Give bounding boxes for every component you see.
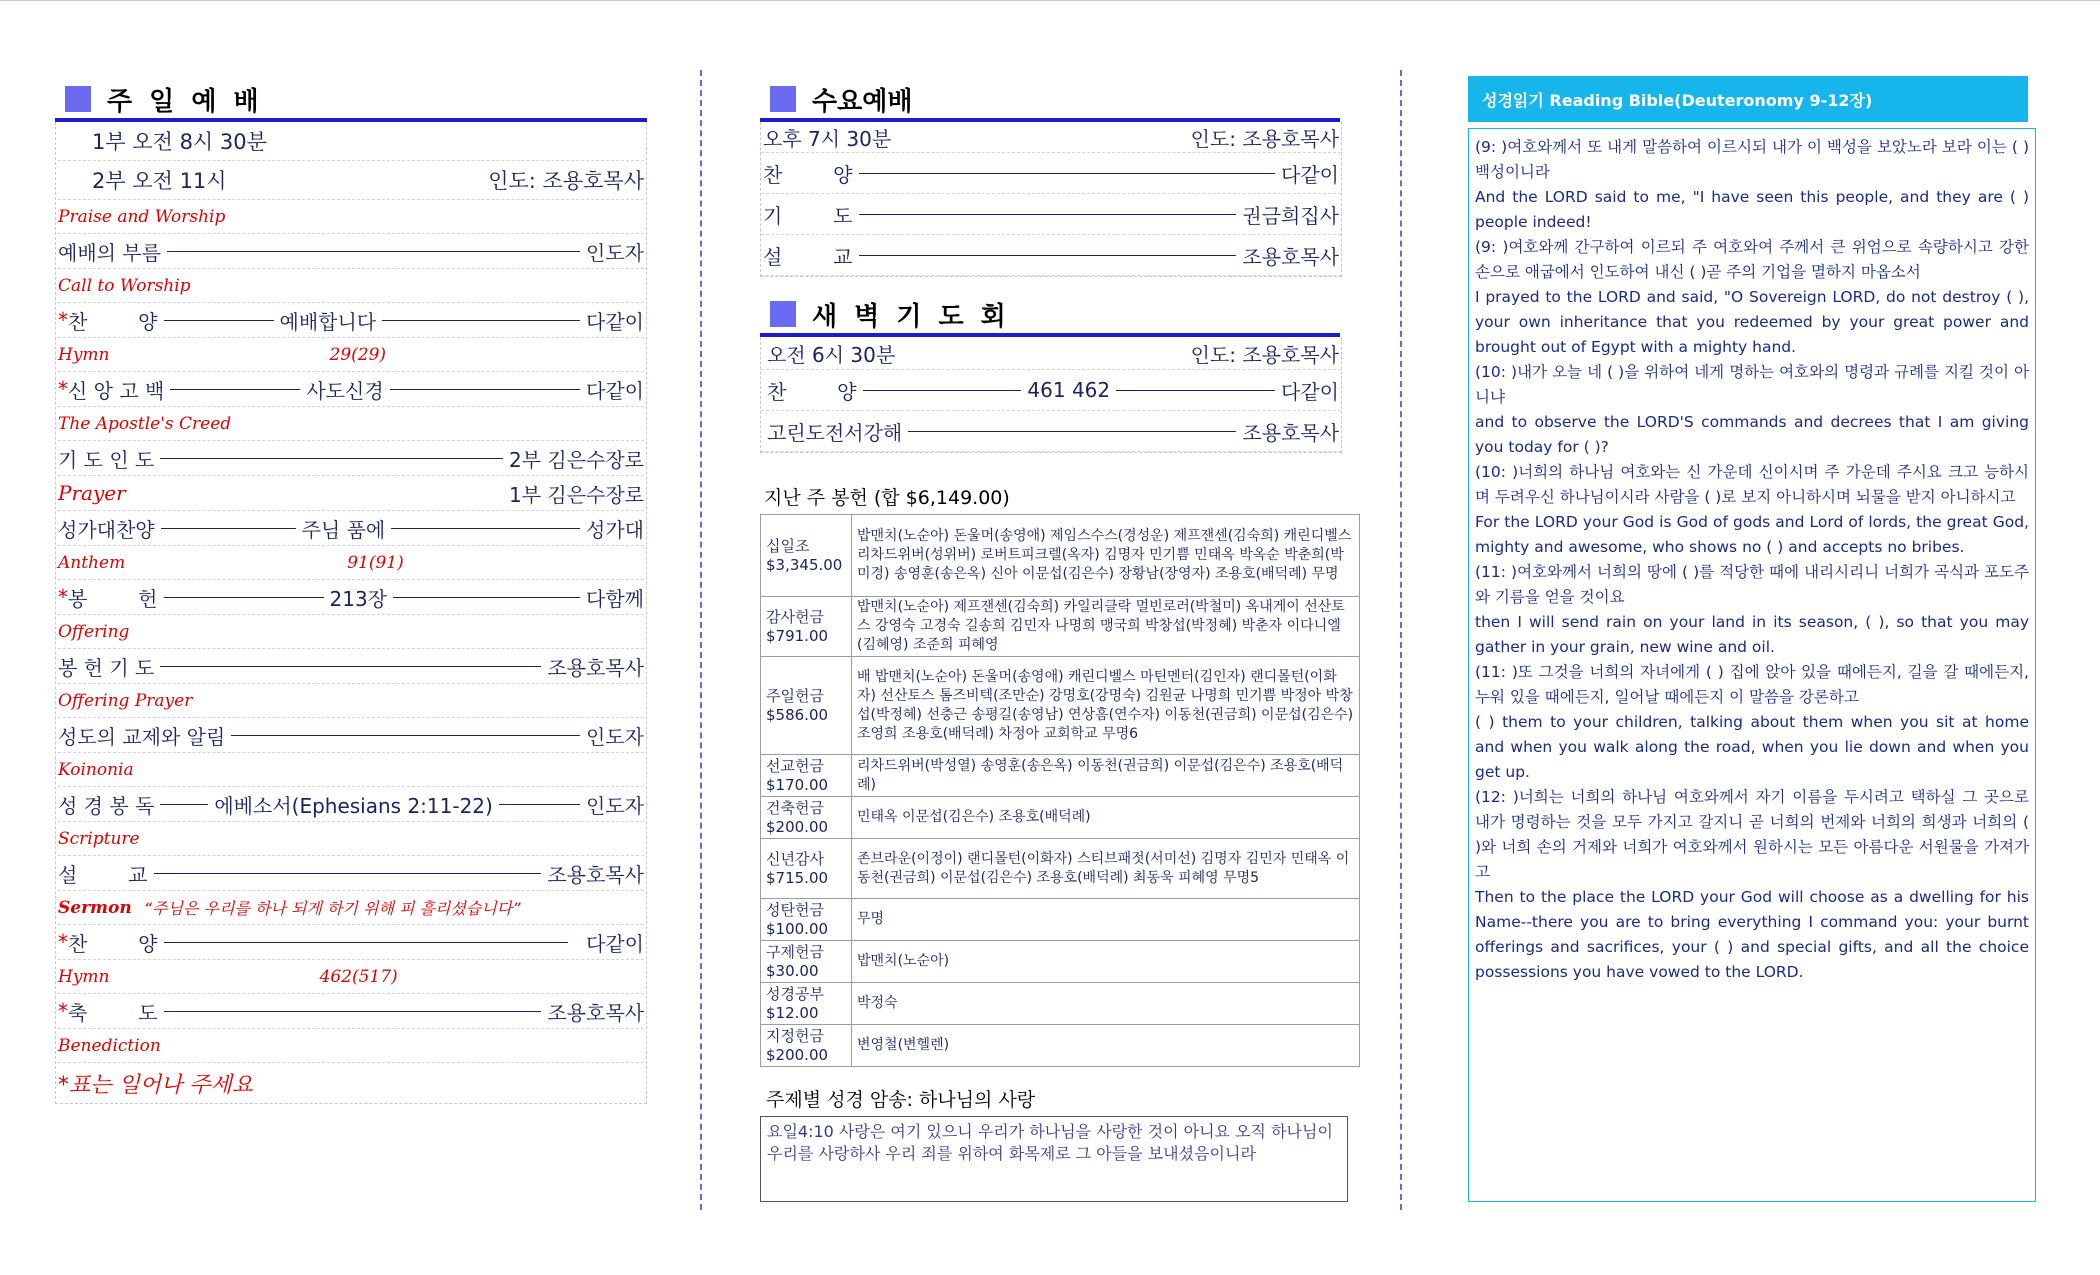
standing-mark: * xyxy=(58,930,68,954)
wednesday-prayer-ko: 기 도 xyxy=(763,203,853,228)
offering-ko: 봉 헌 xyxy=(68,586,158,611)
leader-line xyxy=(859,214,1237,215)
reading-paragraph: and to observe the LORD'S commands and decrees that I am giving you today for ( )? xyxy=(1475,413,2029,456)
offering-category: 감사헌금 xyxy=(766,607,824,626)
offprayer-row xyxy=(58,649,644,684)
offprayer-ko: 봉 헌 기 도 xyxy=(58,655,155,680)
offprayer-en-row xyxy=(58,684,644,718)
leader-line xyxy=(164,942,569,943)
prayer-right: 2부 김은수장로 xyxy=(508,447,644,472)
square-icon xyxy=(770,301,796,327)
offering-category-cell xyxy=(761,941,852,983)
hymn1-en-row xyxy=(58,338,644,372)
reading-paragraph: (10: )내가 오늘 네 ( )을 위하여 네게 명하는 여호와의 명령과 규례를 지킬 것이 아니냐 xyxy=(1475,363,2029,406)
offering-title: 지난 주 봉헌 (합 $6,149.00) xyxy=(764,487,1010,509)
wednesday-hymn-ko: 찬 양 xyxy=(763,162,853,187)
sermon-row xyxy=(58,856,644,891)
reading-paragraph: (9: )여호와께서 또 내게 말씀하여 이르시되 내가 이 백성을 보았노라 보라 이는 ( ) 백성이니라 xyxy=(1475,138,2029,181)
memorize-title: 주제별 성경 암송: 하나님의 사랑 xyxy=(766,1089,1036,1111)
offering-amount: $715.00 xyxy=(766,868,829,887)
leader-line xyxy=(908,431,1236,432)
offering-row xyxy=(761,797,1360,839)
reading-paragraph: And the LORD said to me, "I have seen this people, and they are ( ) people indeed! xyxy=(1475,188,2029,231)
call-right: 인도자 xyxy=(586,240,644,265)
offering-names: 민태옥 이문섭(김은수) 조용호(배덕례) xyxy=(852,797,1360,839)
bene-ko: 축 도 xyxy=(68,1000,158,1025)
leader-line xyxy=(390,389,580,390)
koinonia-en: Koinonia xyxy=(58,759,134,780)
hymn1-en: Hymn xyxy=(58,344,110,365)
offering-amount: $100.00 xyxy=(766,919,829,938)
leader-line xyxy=(382,320,580,321)
offering-row xyxy=(761,839,1360,899)
offering-names: 밥맨치(노순아) xyxy=(852,941,1360,983)
dawn-time: 오전 6시 30분 xyxy=(767,342,896,367)
offering-category-cell xyxy=(761,983,852,1025)
offering-category-cell xyxy=(761,839,852,899)
offering-category: 성경공부 xyxy=(766,984,824,1003)
wednesday-sermon-row xyxy=(761,235,1341,276)
call-en: Call to Worship xyxy=(58,275,191,296)
hymn2-right: 다같이 xyxy=(586,931,644,956)
leader-line xyxy=(161,528,296,529)
anthem-number: 91(91) xyxy=(347,552,404,573)
wednesday-title: 수요예배 xyxy=(812,86,913,117)
wednesday-time-row xyxy=(761,122,1341,153)
dawn-order xyxy=(760,337,1342,453)
leader-line xyxy=(231,735,580,736)
offering-names: 존브라운(이정이) 랜디몰턴(이화자) 스티브패젓(서미선) 김명자 김민자 민태옥 이동천(권금희) 이문섭(김은수) 조용호(배덕례) 최동욱 피혜영 무명5 xyxy=(852,839,1360,899)
reading-paragraph: For the LORD your God is God of gods and Lord of lords, the great God, mighty and awesome, who shows no ( ) and accepts no bribes. xyxy=(1475,513,2029,556)
sunday-worship-section xyxy=(55,80,647,1104)
sermon-title: “주님은 우리를 하나 되게 하기 위해 피 흘리셨습니다” xyxy=(143,899,521,918)
standing-mark: * xyxy=(58,377,68,401)
anthem-right: 성가대 xyxy=(586,517,644,542)
offering-amount: $30.00 xyxy=(766,961,819,980)
prayer-right2: 1부 김은수장로 xyxy=(508,482,644,507)
reading-title: 성경읽기 Reading Bible(Deuteronomy 9-12장) xyxy=(1468,76,2028,122)
reading-paragraph: Then to the place the LORD your God will choose as a dwelling for his Name--there you are to bring everything I command you: your burnt offerings and sacrifices, your ( ) and special gifts, and all the choice possessions you have vowed to the LORD. xyxy=(1475,888,2029,981)
memorize-box xyxy=(760,1116,1348,1202)
koinonia-right: 인도자 xyxy=(586,724,644,749)
leader-line xyxy=(391,528,580,529)
koinonia-en-row xyxy=(58,753,644,787)
hymn2-en-row xyxy=(58,960,644,994)
offering-mid: 213장 xyxy=(329,586,387,611)
koinonia-row xyxy=(58,718,644,753)
service2-time: 2부 오전 11시 xyxy=(92,169,227,193)
offering-category-cell xyxy=(761,755,852,797)
offering-row xyxy=(761,941,1360,983)
bene-right: 조용호목사 xyxy=(547,1000,644,1025)
column-divider xyxy=(700,70,702,1210)
reading-paragraph: (10: )너희의 하나님 여호와는 신 가운데 신이시며 주 가운데 주시요 크고 능하시며 두려우신 하나님이시라 사람을 ( )로 보지 아니하시며 뇌물을 받지 아니하시고 xyxy=(1475,463,2029,506)
offering-en-row xyxy=(58,615,644,649)
dawn-hymn-row xyxy=(761,370,1341,411)
leader-line xyxy=(164,597,324,598)
reading-paragraph: (9: )여호와께 간구하여 이르되 주 여호와여 주께서 큰 위엄으로 속량하시고 강한 손으로 애굽에서 인도하여 내신 ( )곧 주의 기업을 멸하지 마옵소서 xyxy=(1475,238,2029,281)
offering-names: 밥맨치(노순아) 제프잰센(김숙희) 카일리클락 멀빈로러(박철미) 옥내게이 선산토스 강영숙 고경숙 길송희 김민자 나명희 맹국희 박창섭(박정혜) 박춘자 이다니엘(김혜영) 조준희 피혜영 xyxy=(852,597,1360,657)
anthem-mid: 주님 품에 xyxy=(301,517,386,542)
memorize-text: 요일4:10 사랑은 여기 있으니 우리가 하나님을 사랑한 것이 아니요 오직 하나님이 우리를 사랑하사 우리 죄를 위하여 화목제로 그 아들을 보내셨음이니라 xyxy=(767,1122,1333,1163)
leader-line xyxy=(393,597,580,598)
call-en-row xyxy=(58,269,644,303)
dawn-hymn-right: 다같이 xyxy=(1281,379,1339,404)
hymn2-en: Hymn xyxy=(58,966,110,987)
scripture-en-row xyxy=(58,822,644,856)
bene-row xyxy=(58,994,644,1029)
anthem-row xyxy=(58,511,644,546)
offering-category: 십일조 xyxy=(766,536,810,555)
offering-names: 박정숙 xyxy=(852,983,1360,1025)
offering-row xyxy=(761,983,1360,1025)
wednesday-order xyxy=(760,122,1342,277)
leader-line xyxy=(499,804,580,805)
service2-row xyxy=(58,161,644,200)
creed-en-row xyxy=(58,407,644,441)
dawn-lecture-right: 조용호목사 xyxy=(1242,420,1339,445)
scripture-en: Scripture xyxy=(58,828,140,849)
offering-category-cell xyxy=(761,657,852,755)
sunday-title: 주 일 예 배 xyxy=(107,86,263,117)
leader-line xyxy=(863,390,1022,391)
offering-category: 지정헌금 xyxy=(766,1026,824,1045)
wednesday-hymn-row xyxy=(761,153,1341,194)
sermon-en: Sermon xyxy=(58,897,132,918)
offering-row xyxy=(761,657,1360,755)
standing-mark: * xyxy=(58,308,68,332)
call-ko: 예배의 부름 xyxy=(58,240,161,265)
reading-paragraph: then I will send rain on your land in its season, ( ), so that you may gather in your grain, new wine and oil. xyxy=(1475,613,2029,656)
scripture-right: 인도자 xyxy=(586,793,644,818)
leader-line xyxy=(160,458,503,459)
offering-category: 선교헌금 xyxy=(766,756,824,775)
koinonia-ko: 성도의 교제와 알림 xyxy=(58,724,226,749)
bene-en: Benediction xyxy=(58,1035,161,1056)
offering-category: 구제헌금 xyxy=(766,942,824,961)
reading-paragraph: (11: )여호와께서 너희의 땅에 ( )를 적당한 때에 내리시리니 너희가 곡식과 포도주와 기름을 얻을 것이요 xyxy=(1475,563,2029,606)
service1-row xyxy=(58,122,644,161)
scripture-mid: 에베소서(Ephesians 2:11-22) xyxy=(214,793,493,818)
offering-category-cell xyxy=(761,515,852,597)
offering-amount: $12.00 xyxy=(766,1003,819,1022)
dawn-time-row xyxy=(761,337,1341,370)
offering-row xyxy=(761,1025,1360,1067)
offering-amount: $200.00 xyxy=(766,1045,829,1064)
bene-en-row xyxy=(58,1029,644,1063)
creed-mid: 사도신경 xyxy=(306,378,384,403)
offering-category-cell xyxy=(761,899,852,941)
creed-row xyxy=(58,372,644,407)
standing-note xyxy=(58,1063,644,1103)
prayer-en-row xyxy=(58,476,644,511)
offering-row xyxy=(761,597,1360,657)
offering-amount: $170.00 xyxy=(766,775,829,794)
wednesday-sermon-ko: 설 교 xyxy=(763,244,853,269)
dawn-hymn-mid: 461 462 xyxy=(1027,378,1111,402)
offering-category: 주일헌금 xyxy=(766,686,824,705)
offering-names: 리차드위버(박성열) 송영훈(송은옥) 이동천(권금희) 이문섭(김은수) 조용호(배덕례) xyxy=(852,755,1360,797)
leader-line xyxy=(859,255,1237,256)
praise-en: Praise and Worship xyxy=(58,206,226,227)
offering-names: 배 밥맨치(노순아) 돈울머(송영애) 캐린디벨스 마틴멘터(김인자) 랜디몰턴(이화자) 선산토스 톰즈비텍(조만순) 강명호(강명숙) 김원균 나명희 민기쁨 박정아 박창섭(박정혜) 선충근 송평길(송영남) 연상흠(연수자) 이동천(권금희) 이문섭(김은수) 조영희 조용호(배덕례) 차정아 교회학교 무명6 xyxy=(852,657,1360,755)
offering-category: 신년감사 xyxy=(766,849,824,868)
anthem-en: Anthem xyxy=(58,552,126,573)
offering-row xyxy=(761,515,1360,597)
offering-names: 무명 xyxy=(852,899,1360,941)
sermon-ko: 설 교 xyxy=(58,862,148,887)
offering-category: 성탄헌금 xyxy=(766,900,824,919)
offering-category-cell xyxy=(761,597,852,657)
leader-line xyxy=(859,173,1276,174)
column-divider xyxy=(1400,70,1402,1210)
sunday-order xyxy=(55,122,647,1104)
wednesday-prayer-row xyxy=(761,194,1341,235)
praise-row xyxy=(58,200,644,234)
leader-line xyxy=(170,389,300,390)
scripture-ko: 성 경 봉 독 xyxy=(58,793,155,818)
service1-time: 1부 오전 8시 30분 xyxy=(92,130,267,154)
reading-paragraph: I prayed to the LORD and said, "O Sovereign LORD, do not destroy ( ), your own inheritance that you redeemed by your great power and brought out of Egypt with a mighty hand. xyxy=(1475,288,2029,356)
service2-leader: 인도: 조용호목사 xyxy=(488,169,644,193)
reading-paragraph: ( ) them to your children, talking about them when you sit at home and when you walk along the road, when you lie down and when you get up. xyxy=(1475,713,2029,781)
offering-row xyxy=(761,899,1360,941)
offering-category: 건축헌금 xyxy=(766,798,824,817)
standing-mark: * xyxy=(58,999,68,1023)
wednesday-sermon-right: 조용호목사 xyxy=(1242,244,1339,269)
leader-line xyxy=(154,873,542,874)
offering-en: Offering xyxy=(58,621,130,642)
prayer-ko: 기 도 인 도 xyxy=(58,447,155,472)
offering-amount: $791.00 xyxy=(766,626,829,645)
call-row xyxy=(58,234,644,269)
creed-ko: 신 앙 고 백 xyxy=(68,378,165,403)
creed-en: The Apostle's Creed xyxy=(58,413,232,434)
offering-amount: $200.00 xyxy=(766,817,829,836)
scripture-row xyxy=(58,787,644,822)
wednesday-header xyxy=(760,80,1340,122)
hymn1-number: 29(29) xyxy=(329,344,387,365)
reading-box xyxy=(1468,128,2036,1202)
wednesday-hymn-right: 다같이 xyxy=(1281,162,1339,187)
dawn-leader: 인도: 조용호목사 xyxy=(1190,342,1339,367)
square-icon xyxy=(65,86,91,112)
hymn1-ko: 찬 양 xyxy=(68,309,158,334)
offering-row xyxy=(761,755,1360,797)
wednesday-prayer-right: 권금희집사 xyxy=(1242,203,1339,228)
leader-line xyxy=(160,804,208,805)
offering-table xyxy=(760,514,1360,1067)
anthem-en-row xyxy=(58,546,644,580)
dawn-header xyxy=(760,295,1340,337)
offering-category-cell xyxy=(761,1025,852,1067)
wednesday-time: 오후 7시 30분 xyxy=(763,126,892,151)
leader-line xyxy=(1116,390,1275,391)
offering-names: 밥맨치(노순아) 돈울머(송영애) 제임스수스(경성운) 제프잰센(김숙희) 캐린디벨스 리차드위버(성위버) 로버트피크렐(옥자) 김명자 민기쁨 민태옥 박옥순 박춘희(박미경) 송영훈(송은옥) 신아 이문섭(김은수) 장황남(장영자) 조용호(배덕례) 무명 xyxy=(852,515,1360,597)
hymn2-row xyxy=(58,925,644,960)
square-icon xyxy=(770,86,796,112)
prayer-row xyxy=(58,441,644,476)
reading-bible-section xyxy=(1468,76,2036,1202)
leader-line xyxy=(164,320,274,321)
standing-note-text: *표는 일어나 주세요 xyxy=(58,1072,254,1098)
offering-amount: $3,345.00 xyxy=(766,555,843,574)
sermon-right: 조용호목사 xyxy=(547,862,644,887)
leader-line xyxy=(164,1011,542,1012)
reading-paragraph: (12: )너희는 너희의 하나님 여호와께서 자기 이름을 두시려고 택하실 그 곳으로 내가 명령하는 것을 모두 가지고 갈지니 곧 너희의 번제와 너희의 희생과 너희의 ( )와 너희 손의 거제와 너희가 여호와께서 원하시는 모든 아름다운 서원물을 가져가고 xyxy=(1475,788,2029,881)
offering-category-cell xyxy=(761,797,852,839)
top-border xyxy=(0,0,2100,1)
hymn1-row xyxy=(58,303,644,338)
hymn1-mid: 예배합니다 xyxy=(279,309,377,334)
dawn-hymn-ko: 찬 양 xyxy=(767,379,857,404)
creed-right: 다같이 xyxy=(586,378,644,403)
anthem-ko: 성가대찬양 xyxy=(58,517,155,542)
reading-paragraph: (11: )또 그것을 너희의 자녀에게 ( ) 집에 앉아 있을 때에든지, 길을 갈 때에든지, 누워 있을 때에든지, 일어날 때에든지 이 말씀을 강론하고 xyxy=(1475,663,2029,706)
offprayer-en: Offering Prayer xyxy=(58,690,193,711)
sermon-en-row xyxy=(58,891,644,925)
wednesday-leader: 인도: 조용호목사 xyxy=(1190,126,1339,151)
dawn-title: 새 벽 기 도 회 xyxy=(812,301,1010,332)
sunday-header xyxy=(55,80,647,122)
leader-line xyxy=(167,251,580,252)
hymn2-ko: 찬 양 xyxy=(68,931,158,956)
hymn2-number: 462(517) xyxy=(319,966,398,987)
offering-names: 변영철(변헬렌) xyxy=(852,1025,1360,1067)
offering-right: 다함께 xyxy=(586,586,644,611)
offering-row xyxy=(58,580,644,615)
hymn1-right: 다같이 xyxy=(586,309,644,334)
standing-mark: * xyxy=(58,585,68,609)
middle-column xyxy=(760,80,1360,1202)
dawn-lecture-row xyxy=(761,411,1341,452)
prayer-en: Prayer xyxy=(58,481,126,505)
offering-amount: $586.00 xyxy=(766,705,829,724)
dawn-lecture-ko: 고린도전서강해 xyxy=(767,420,903,445)
leader-line xyxy=(160,666,541,667)
offprayer-right: 조용호목사 xyxy=(547,655,644,680)
